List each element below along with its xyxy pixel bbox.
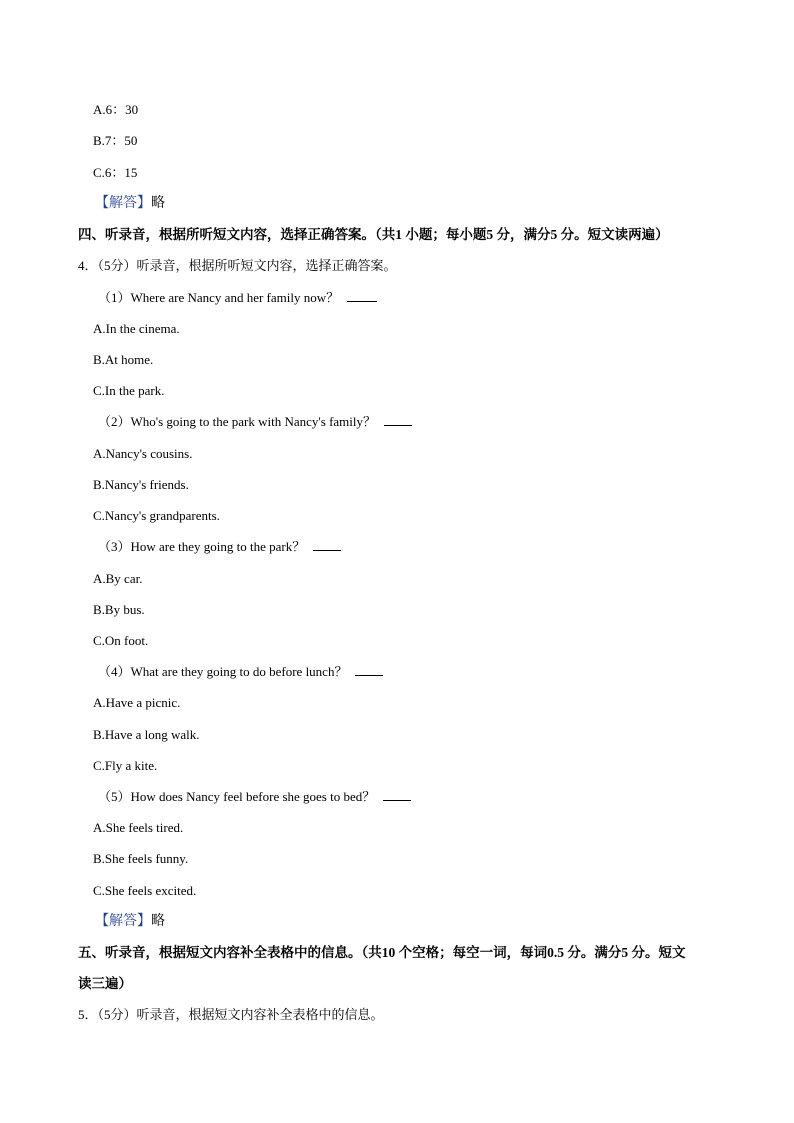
option-c: C.6：15 — [93, 165, 138, 180]
question-5: 5．（5分）听录音，根据短文内容补全表格中的信息。 — [78, 1007, 384, 1022]
answer-blank[interactable] — [384, 414, 412, 426]
question-4-1-option-c: C.In the park. — [93, 383, 165, 398]
question-4-3-stem: （3）How are they going to the park？ — [98, 539, 341, 555]
question-4-5-stem: （5）How does Nancy feel before she goes to bed？ — [98, 789, 411, 805]
section-5-heading-line2: 读三遍） — [78, 976, 132, 991]
question-4-5-option-c: C.She feels excited. — [93, 883, 197, 898]
question-4-4-option-c: C.Fly a kite. — [93, 758, 158, 773]
answer-tag: 【解答】 — [95, 196, 151, 211]
question-4-2-option-a: A.Nancy's cousins. — [93, 446, 193, 461]
question-4-1-option-b: B.At home. — [93, 352, 154, 367]
answer-line-4 — [95, 914, 165, 930]
answer-blank[interactable] — [355, 664, 383, 676]
answer-text: 略 — [151, 914, 165, 929]
question-4-3-option-a: A.By car. — [93, 571, 143, 586]
question-4-4-option-b: B.Have a long walk. — [93, 727, 200, 742]
answer-tag: 【解答】 — [95, 914, 151, 929]
section-4-heading: 四、听录音，根据所听短文内容，选择正确答案。（共1 小题；每小题5 分，满分5 分。短文读两遍） — [78, 227, 669, 242]
section-5-heading-line1: 五、听录音，根据短文内容补全表格中的信息。（共10 个空格；每空一词，每词0.5 分。满分5 分。短文 — [78, 945, 686, 960]
question-4-5-option-a: A.She feels tired. — [93, 820, 184, 835]
question-4-2-option-b: B.Nancy's friends. — [93, 477, 189, 492]
answer-blank[interactable] — [383, 789, 411, 801]
answer-blank[interactable] — [313, 539, 341, 551]
question-4-3-option-c: C.On foot. — [93, 633, 149, 648]
question-4-2-option-c: C.Nancy's grandparents. — [93, 508, 220, 523]
question-4-1-option-a: A.In the cinema. — [93, 321, 180, 336]
option-a: A.6：30 — [93, 102, 139, 117]
answer-text: 略 — [151, 196, 165, 211]
question-4-4-stem: （4）What are they going to do before lunch？ — [98, 664, 383, 680]
question-4-3-option-b: B.By bus. — [93, 602, 145, 617]
answer-line — [95, 196, 165, 212]
answer-blank[interactable] — [347, 290, 377, 302]
question-4-2-stem: （2）Who's going to the park with Nancy's family？ — [98, 414, 412, 430]
question-4-1-stem: （1）Where are Nancy and her family now？ — [98, 290, 377, 306]
option-b: B.7：50 — [93, 133, 138, 148]
question-4: 4．（5分）听录音，根据所听短文内容，选择正确答案。 — [78, 258, 397, 273]
question-4-4-option-a: A.Have a picnic. — [93, 695, 181, 710]
question-4-5-option-b: B.She feels funny. — [93, 851, 189, 866]
